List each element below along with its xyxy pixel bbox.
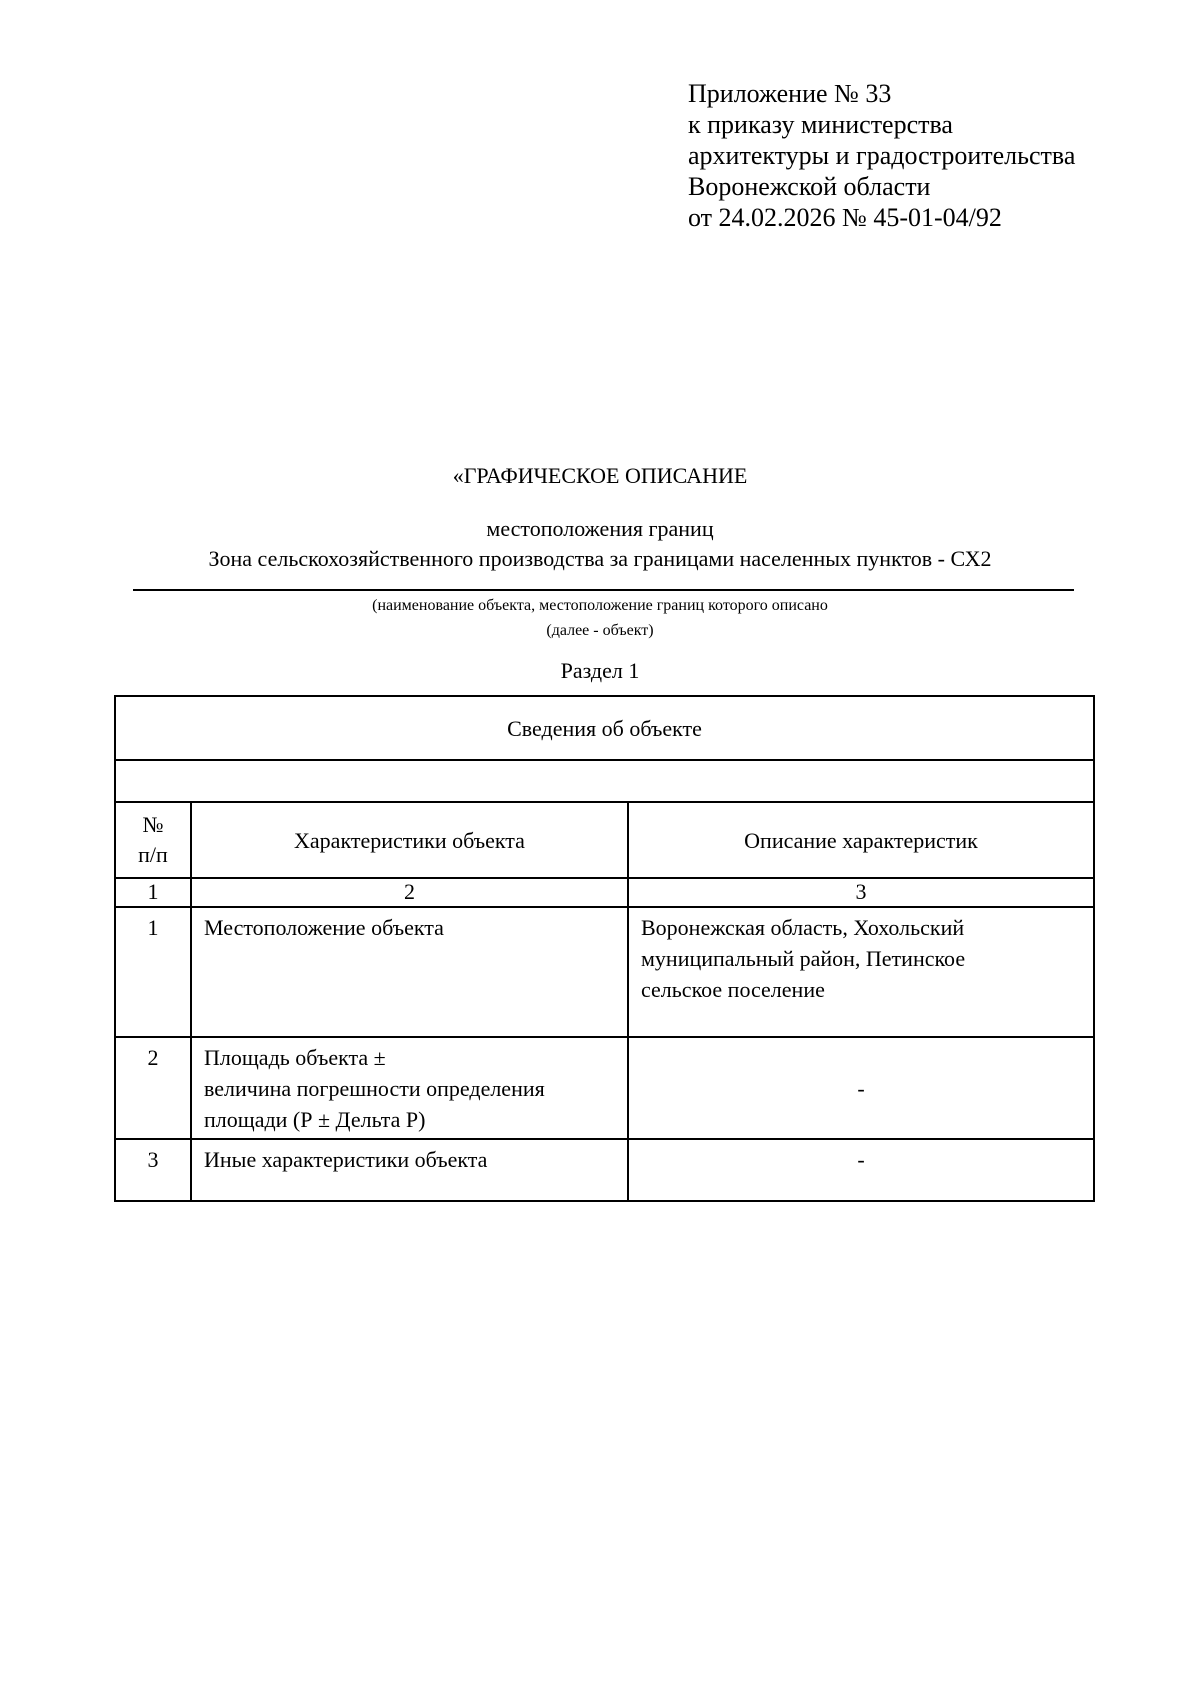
row-number: 1 — [115, 907, 191, 1037]
header-number-line: № — [142, 812, 164, 837]
column-index: 1 — [115, 878, 191, 907]
table-row — [115, 907, 1094, 1037]
appendix-line: к приказу министерства — [688, 110, 953, 139]
text-line: Иные характеристики объекта — [204, 1147, 488, 1172]
table-row — [115, 1139, 1094, 1201]
appendix-line: от 24.02.2026 № 45-01-04/92 — [688, 203, 1002, 232]
column-index: 3 — [628, 878, 1094, 907]
row-number: 2 — [115, 1037, 191, 1139]
appendix-line: Воронежской области — [688, 172, 931, 201]
row-description: - — [628, 1037, 1094, 1139]
object-info-table — [114, 695, 1095, 1202]
row-description: - — [628, 1139, 1094, 1201]
text-line: муниципальный район, Петинское — [641, 946, 966, 971]
section-title: Раздел 1 — [560, 658, 640, 683]
object-name-note-cont: (далее - объект) — [546, 622, 654, 639]
table-empty-cell — [115, 760, 1094, 802]
table-row — [115, 1037, 1094, 1139]
object-name: Зона сельскохозяйственного производства за границами населенных пунктов - СХ2 — [208, 546, 992, 571]
appendix-line: архитектуры и градостроительства — [688, 141, 1076, 170]
row-description — [628, 907, 1094, 1037]
row-number: 3 — [115, 1139, 191, 1201]
document-title: «ГРАФИЧЕСКОЕ ОПИСАНИЕ — [452, 463, 748, 488]
text-line: величина погрешности определения — [204, 1076, 545, 1101]
document-subtitle: местоположения границ — [486, 516, 714, 541]
table-caption-row — [115, 696, 1094, 760]
text-line: Местоположение объекта — [204, 915, 444, 940]
column-index: 2 — [191, 878, 628, 907]
table-spacer-row — [115, 760, 1094, 802]
underline-rule — [133, 589, 1074, 591]
row-characteristic — [191, 907, 628, 1037]
appendix-line: Приложение № 33 — [688, 79, 892, 108]
header-characteristics: Характеристики объекта — [191, 802, 628, 878]
header-number-line: п/п — [138, 842, 168, 867]
header-description: Описание характеристик — [628, 802, 1094, 878]
text-line: площади (Р ± Дельта Р) — [204, 1107, 426, 1132]
object-name-note: (наименование объекта, местоположение границ которого описано — [372, 597, 828, 614]
row-characteristic — [191, 1037, 628, 1139]
column-index-row — [115, 878, 1094, 907]
appendix-header — [688, 78, 1075, 233]
text-line: сельское поселение — [641, 977, 825, 1002]
table-header-row — [115, 802, 1094, 878]
table-caption: Сведения об объекте — [115, 696, 1094, 760]
row-characteristic — [191, 1139, 628, 1201]
text-line: Воронежская область, Хохольский — [641, 915, 965, 940]
header-number — [115, 802, 191, 878]
text-line: Площадь объекта ± — [204, 1045, 386, 1070]
